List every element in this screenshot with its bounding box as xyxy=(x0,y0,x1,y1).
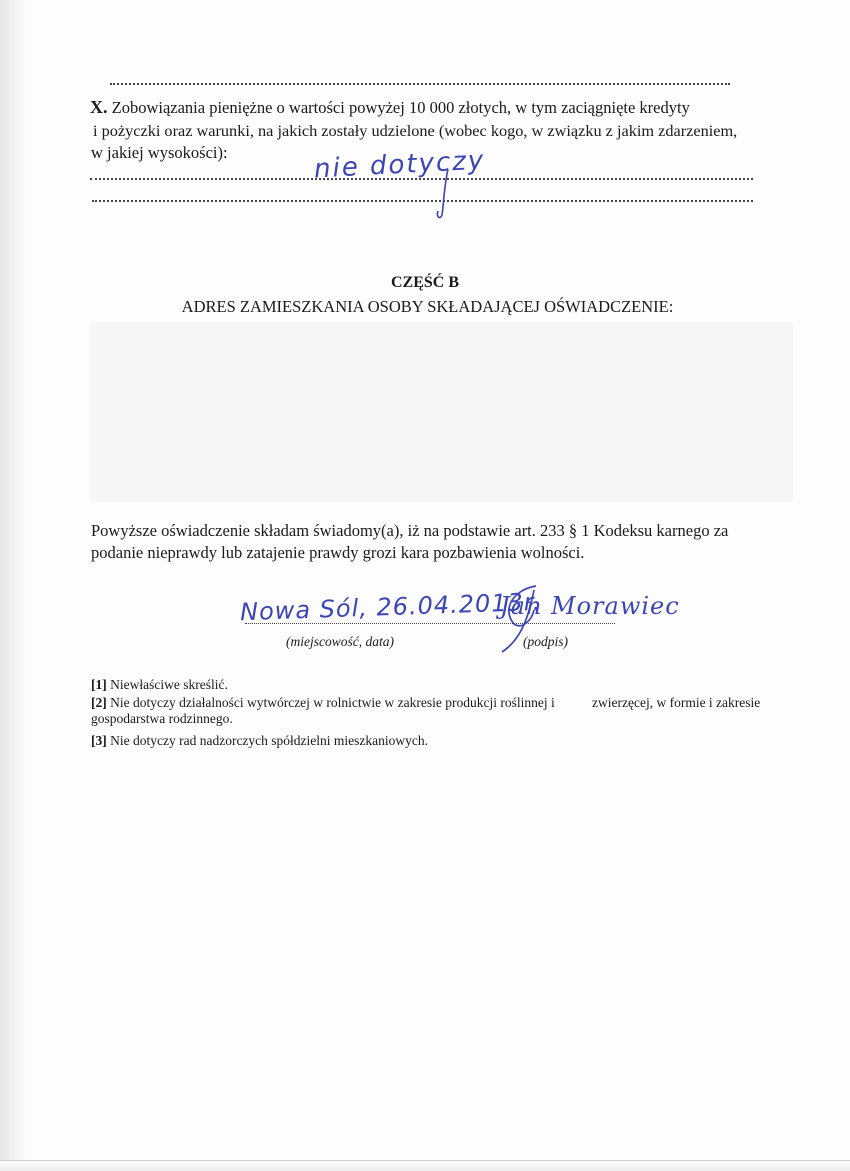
place-date-handwritten: Nowa Sól, 26.04.2013r. xyxy=(239,587,542,627)
answer-dotted-line-2 xyxy=(92,200,753,202)
footnote-2 xyxy=(91,695,555,711)
redacted-address-area xyxy=(90,322,793,502)
footnote-1 xyxy=(91,677,228,693)
declaration-line1: Powyższe oświadczenie składam świadomy(a), iż na podstawie art. 233 § 1 Kodeksu karnego za xyxy=(91,521,729,540)
footnote-2-cont: gospodarstwa rodzinnego. xyxy=(91,711,233,726)
part-b-title: CZĘŚĆ B xyxy=(390,274,460,291)
signature-handwritten: Jan Morawiec xyxy=(500,592,680,620)
footnote-3 xyxy=(91,733,428,749)
top-dotted-line xyxy=(110,83,730,85)
section-x-line2: i pożyczki oraz warunki, na jakich zostały udzielone (wobec kogo, w związku z jakim zdarzeniem, xyxy=(93,121,738,140)
footnote-text: Nie dotyczy rad nadzorczych spółdzielni mieszkaniowych. xyxy=(110,733,429,748)
footnote-2-right: zwierzęcej, w formie i zakresie xyxy=(592,695,761,710)
section-x-text1: Zobowiązania pieniężne o wartości powyżej 10 000 złotych, w tym zaciągnięte kredyty xyxy=(111,98,690,117)
footnote-text: Nie dotyczy działalności wytwórczej w rolnictwie w zakresie produkcji roślinnej i xyxy=(110,695,555,710)
section-x-line1 xyxy=(90,97,690,118)
section-x-line3: w jakiej wysokości): xyxy=(91,143,228,162)
section-x-marker: X. xyxy=(90,97,108,117)
scan-left-edge xyxy=(0,0,28,1170)
scan-bottom-edge xyxy=(0,1160,850,1171)
footnote-text: Niewłaściwe skreślić. xyxy=(110,677,228,692)
signature-label: (podpis) xyxy=(523,634,568,649)
footnote-mark: [2] xyxy=(91,695,107,710)
footnote-mark: [1] xyxy=(91,677,107,692)
place-date-label: (miejscowość, data) xyxy=(286,634,394,649)
part-b-subtitle: ADRES ZAMIESZKANIA OSOBY SKŁADAJĄCEJ OŚWIADCZENIE: xyxy=(181,297,674,316)
footnote-mark: [3] xyxy=(91,733,107,748)
answer-flourish xyxy=(430,165,460,225)
declaration-line2: podanie nieprawdy lub zatajenie prawdy grozi kara pozbawienia wolności. xyxy=(91,543,585,562)
handwritten-answer: nie dotyczy xyxy=(313,145,486,185)
